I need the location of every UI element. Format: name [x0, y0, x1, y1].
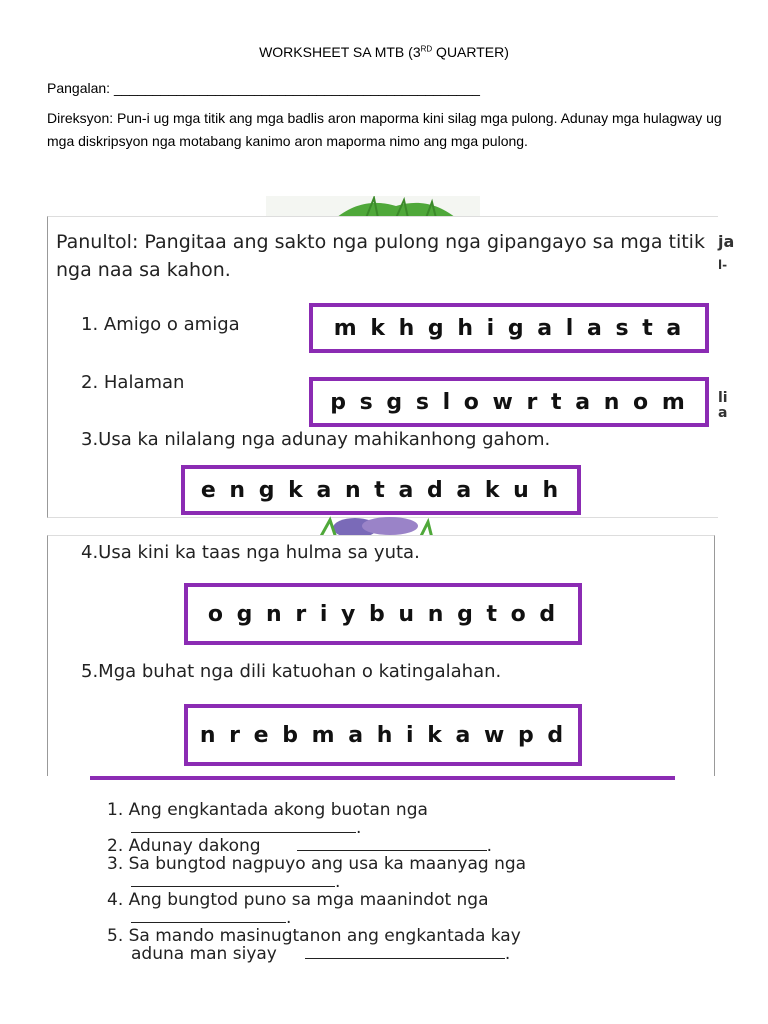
prompt-4: 4.Usa kini ka taas nga hulma sa yuta. [81, 542, 420, 563]
word-puzzle-panel-2 [47, 535, 715, 776]
direction-text: Direksyon: Pun-i ug mga titik ang mga badlis aron maporma kini silag mga pulong. Adunay mga hulagway ug mga diskripsyon nga motabang kanimo aron maporma nimo ang mga pulong. [47, 110, 722, 149]
sentence-3: 3. Sa bungtod nagpuyo ang usa ka maanyag nga [107, 854, 527, 874]
worksheet-title: WORKSHEET SA MTB (3RD QUARTER) [259, 44, 509, 60]
letter-box-5: n r e b m a h i k a w p d [184, 704, 582, 766]
sentence-3-blank[interactable]: . [131, 872, 340, 892]
prompt-1: 1. Amigo o amiga [81, 314, 240, 335]
sentence-1-blank[interactable]: . [131, 818, 361, 838]
sentence-5-line2: aduna man siyay . [131, 944, 511, 964]
word-puzzle-panel-1 [47, 216, 718, 518]
prompt-2: 2. Halaman [81, 372, 185, 393]
cropped-text-4: a [718, 405, 728, 421]
letter-box-1: m k h g h i g a l a s t a [309, 303, 709, 353]
sentence-5-blank[interactable] [305, 944, 505, 959]
name-label: Pangalan: [47, 80, 114, 96]
prompt-3: 3.Usa ka nilalang nga adunay mahikanhong gahom. [81, 429, 551, 450]
cropped-text-3: li [718, 390, 728, 406]
sentence-4-blank[interactable]: . [131, 908, 291, 928]
grass-illustration [266, 196, 480, 218]
instruction-text: Panultol: Pangitaa ang sakto nga pulong nga gipangayo sa mga titik nga naa sa kahon. [56, 231, 705, 281]
cropped-text-1: ja [718, 232, 735, 251]
letter-box-4: o g n r i y b u n g t o d [184, 583, 582, 645]
sentence-5: 5. Sa mando masinugtanon ang engkantada kay [107, 926, 521, 946]
sentence-2: 2. Adunay dakong . [107, 836, 492, 856]
sentence-2-blank[interactable] [297, 836, 487, 851]
letter-box-3: e n g k a n t a d a k u h [181, 465, 581, 515]
cropped-text-2: l- [718, 258, 728, 272]
sentence-1: 1. Ang engkantada akong buotan nga [107, 800, 428, 820]
name-blank: _______________________________________________ [113, 80, 480, 96]
purple-divider [90, 776, 675, 780]
name-field[interactable] [47, 80, 480, 96]
letter-box-2: p s g s l o w r t a n o m [309, 377, 709, 427]
prompt-5: 5.Mga buhat nga dili katuohan o katingalahan. [81, 661, 502, 682]
sentence-4: 4. Ang bungtod puno sa mga maanindot nga [107, 890, 489, 910]
